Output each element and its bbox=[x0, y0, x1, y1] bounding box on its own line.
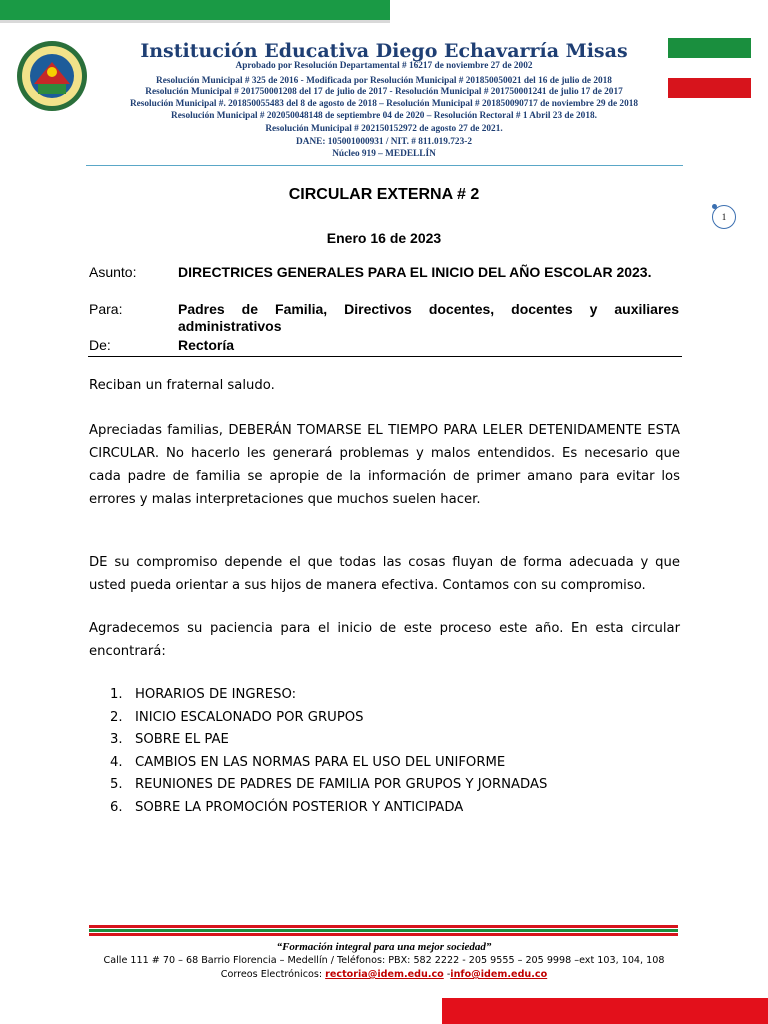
recipients-label: Para: bbox=[89, 301, 123, 317]
page-number-badge: 1 bbox=[712, 205, 736, 229]
body-paragraph: Agradecemos su paciencia para el inicio de este proceso este año. En esta circular encontrará: bbox=[89, 621, 680, 659]
header-line: Núcleo 919 – MEDELLÍN bbox=[332, 149, 436, 159]
footer-address: Calle 111 # 70 – 68 Barrio Florencia – Medellín / Teléfonos: PBX: 582 2222 - 205 9555 – 205 9998 –ext 103, 104, 108 bbox=[103, 955, 665, 966]
header-line: Resolución Municipal # 202050048148 de septiembre 04 de 2020 – Resolución Rectoral # 1 Abril 23 de 2018. bbox=[171, 111, 597, 121]
footer-red-stripe bbox=[89, 933, 678, 936]
body-paragraph: Apreciadas familias, DEBERÁN TOMARSE EL TIEMPO PARA LELER DETENIDAMENTE ESTA CIRCULAR. No hacerlo les generará problemas y malos entendidos. Es necesario que cada padre de familia se apropie de la información de primer amano para evitar los errores y malas interpretaciones que muchos suelen hacer. bbox=[89, 423, 680, 507]
footer-emails-label: Correos Electrónicos: bbox=[220, 969, 326, 980]
recipients-value: Padres de Familia, Directivos docentes, docentes y auxiliares administrativos bbox=[178, 301, 679, 334]
flag-green-stripe bbox=[668, 38, 751, 58]
list-item-number: 5. bbox=[110, 777, 123, 792]
sender-value: Rectoría bbox=[178, 337, 235, 353]
body-paragraph: DE su compromiso depende el que todas las cosas fluyan de forma adecuada y que usted pueda orientar a sus hijos de manera efectiva. Contamos con su compromiso. bbox=[89, 555, 680, 593]
subject-label: Asunto: bbox=[89, 264, 137, 280]
header-divider bbox=[86, 165, 683, 166]
footer-green-stripe bbox=[89, 929, 678, 932]
top-green-bar bbox=[0, 0, 390, 23]
list-item bbox=[110, 774, 670, 797]
list-item bbox=[110, 752, 670, 775]
topics-list bbox=[110, 684, 670, 819]
header-line: Aprobado por Resolución Departamental # 16217 de noviembre 27 de 2002 bbox=[235, 61, 533, 71]
list-item-number: 3. bbox=[110, 732, 123, 747]
list-item-number: 1. bbox=[110, 687, 123, 702]
bottom-red-block bbox=[442, 998, 768, 1024]
document-title: CIRCULAR EXTERNA # 2 bbox=[288, 186, 480, 203]
list-item bbox=[110, 684, 670, 707]
header-line: DANE: 105001000931 / NIT. # 811.019.723-2 bbox=[296, 137, 472, 147]
list-item bbox=[110, 729, 670, 752]
email-link-rectoria[interactable]: rectoria@idem.edu.co bbox=[325, 969, 444, 980]
list-item-text: SOBRE EL PAE bbox=[135, 732, 229, 747]
email-separator: - bbox=[443, 969, 451, 980]
header-line: Resolución Municipal # 202150152972 de agosto 27 de 2021. bbox=[265, 124, 503, 134]
sender-label: De: bbox=[89, 337, 111, 353]
email-link-info[interactable]: info@idem.edu.co bbox=[450, 969, 548, 980]
list-item-text: INICIO ESCALONADO POR GRUPOS bbox=[135, 709, 364, 725]
footer-emails bbox=[0, 968, 768, 982]
header-line: Resolución Municipal # 201750001208 del 17 de julio de 2017 - Resolución Municipal # 201750001241 de julio 17 de 2017 bbox=[145, 87, 623, 97]
list-item-text: REUNIONES DE PADRES DE FAMILIA POR GRUPOS Y JORNADAS bbox=[135, 777, 548, 792]
header-line: Resolución Municipal #. 201850055483 del 8 de agosto de 2018 – Resolución Municipal # 201850090717 de noviembre 29 de 2018 bbox=[129, 99, 639, 109]
document-date: Enero 16 de 2023 bbox=[326, 230, 442, 246]
footer-red-stripe bbox=[89, 925, 678, 928]
list-item bbox=[110, 797, 670, 820]
list-item-number: 2. bbox=[110, 709, 123, 725]
footer-motto: “Formación integral para una mejor sociedad” bbox=[276, 941, 492, 953]
institution-name: Institución Educativa Diego Echavarría Misas bbox=[140, 40, 628, 62]
list-item bbox=[110, 707, 670, 730]
list-item-text: SOBRE LA PROMOCIÓN POSTERIOR Y ANTICIPADA bbox=[135, 799, 464, 815]
list-item-text: CAMBIOS EN LAS NORMAS PARA EL USO DEL UNIFORME bbox=[135, 754, 506, 770]
list-item-number: 6. bbox=[110, 799, 123, 815]
header-line: Resolución Municipal # 325 de 2016 - Modificada por Resolución Municipal # 201850050021 del 16 de julio de 2018 bbox=[156, 76, 612, 86]
greeting-paragraph: Reciban un fraternal saludo. bbox=[89, 378, 275, 393]
list-item-number: 4. bbox=[110, 754, 123, 770]
meta-divider bbox=[88, 356, 682, 357]
list-item-text: HORARIOS DE INGRESO: bbox=[135, 687, 297, 702]
subject-value: DIRECTRICES GENERALES PARA EL INICIO DEL AÑO ESCOLAR 2023. bbox=[178, 264, 652, 280]
